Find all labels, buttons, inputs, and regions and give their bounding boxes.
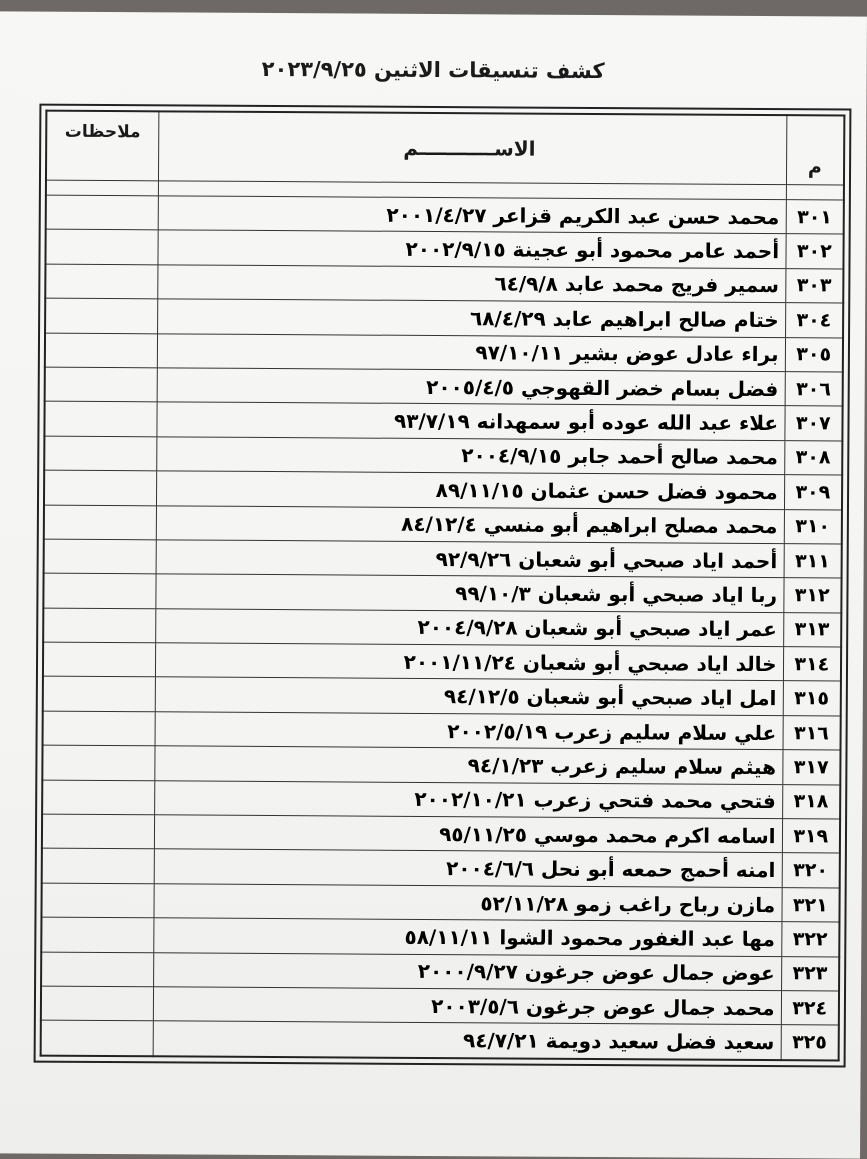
row-notes (45, 333, 158, 368)
table-row (46, 195, 844, 234)
paper-sheet (0, 11, 867, 1158)
column-header-notes: ملاحظات (46, 111, 159, 181)
row-name: محمد جمال عوض جرغون ٢٠٠٣/٥/٦ (153, 987, 781, 1025)
row-number: ٣٢٢ (781, 922, 839, 957)
row-name: علاء عبد الله عوده أبو سمهدانه ٩٣/٧/١٩ (157, 402, 785, 440)
row-name: محمود فضل حسن عثمان ٨٩/١١/١٥ (156, 471, 784, 509)
row-number: ٣٢٠ (782, 853, 840, 888)
row-number: ٣١٩ (782, 819, 840, 854)
table-row (45, 264, 843, 303)
row-notes (44, 470, 157, 505)
table-row (44, 505, 842, 544)
row-notes (46, 195, 159, 230)
row-number: ٣٠٢ (786, 234, 844, 269)
row-notes (44, 436, 157, 471)
table-row (43, 677, 841, 716)
table-row (43, 711, 841, 750)
table-frame (34, 104, 852, 1068)
row-name: سعيد فضل سعيد دويمة ٩٤/٧/٢١ (153, 1021, 781, 1060)
row-number: ٣٢٤ (781, 991, 839, 1026)
row-notes (42, 814, 155, 849)
table-row (44, 436, 842, 475)
row-name: براء عادل عوض بشير ٩٧/١٠/١١ (157, 333, 785, 371)
row-number: ٣٠٦ (785, 372, 843, 407)
row-notes (45, 298, 158, 333)
row-name: امنه أحمج حمعه أبو نحل ٢٠٠٤/٦/٦ (154, 849, 782, 887)
row-number: ٣٠٧ (784, 406, 842, 441)
row-number: ٣١٥ (783, 681, 841, 716)
table-row (41, 952, 839, 991)
table-row (42, 745, 840, 784)
row-number: ٣١٠ (784, 509, 842, 544)
row-notes (44, 505, 157, 540)
row-notes (44, 539, 157, 574)
table-row (41, 917, 839, 956)
table-row (44, 539, 842, 578)
row-name: محمد حسن عبد الكريم قزاعر ٢٠٠١/٤/٢٧ (158, 196, 786, 234)
row-name: مازن رباح راغب زمو ٥٢/١١/٢٨ (154, 884, 782, 922)
row-notes (41, 917, 154, 952)
table-row (42, 814, 840, 853)
row-number: ٣١٦ (783, 716, 841, 751)
row-name: خالد اياد صبحي أبو شعبان ٢٠٠١/١١/٢٤ (155, 643, 783, 681)
table-row (42, 849, 840, 888)
row-name: هيثم سلام سليم زعرب ٩٤/١/٢٣ (155, 746, 783, 784)
row-number: ٣٢٥ (781, 1025, 839, 1060)
row-number: ٣٠٨ (784, 440, 842, 475)
table-row (44, 401, 842, 440)
row-number: ٣١٢ (783, 578, 841, 613)
row-name: ربا اياد صبحي أبو شعبان ٩٩/١٠/٣ (156, 574, 784, 612)
row-notes (41, 883, 154, 918)
table-row (45, 333, 843, 372)
row-number: ٣٢٣ (781, 956, 839, 991)
row-name: عمر اياد صبحي أبو شعبان ٢٠٠٤/٩/٢٨ (156, 609, 784, 647)
table-row (45, 367, 843, 406)
row-name: مها عبد الغفور محمود الشوا ٥٨/١١/١١ (154, 918, 782, 956)
row-number: ٣٠٩ (784, 475, 842, 510)
row-number: ٣٠٤ (785, 303, 843, 338)
row-notes (45, 367, 158, 402)
row-number: ٣٠٣ (785, 268, 843, 303)
row-notes (41, 952, 154, 987)
row-number: ٣١٧ (782, 750, 840, 785)
row-number: ٣٠٥ (785, 337, 843, 372)
row-name: ختام صالح ابراهيم عابد ٦٨/٤/٢٩ (157, 299, 785, 337)
row-number: ٣١٤ (783, 647, 841, 682)
row-name: امل اياد صبحي أبو شعبان ٩٤/١٢/٥ (155, 677, 783, 715)
table-row (43, 642, 841, 681)
row-notes (45, 230, 158, 265)
row-number: ٣٢١ (782, 887, 840, 922)
row-name: سمير فريج محمد عابد ٦٤/٩/٨ (158, 265, 786, 303)
row-notes (42, 849, 155, 884)
table-row (41, 1020, 839, 1060)
row-notes (45, 264, 158, 299)
header-row (46, 111, 844, 185)
row-name: أحمد عامر محمود أبو عجينة ٢٠٠٢/٩/١٥ (158, 230, 786, 268)
row-number: ٣١٨ (782, 784, 840, 819)
row-number: ٣٠١ (786, 200, 844, 235)
row-name: فتحي محمد فتحي زعرب ٢٠٠٢/١٠/٢١ (154, 780, 782, 818)
row-notes (43, 677, 156, 712)
table-row (41, 986, 839, 1025)
table-row (43, 608, 841, 647)
row-name: محمد صالح أحمد جابر ٢٠٠٤/٩/١٥ (157, 437, 785, 475)
row-name: محمد مصلح ابراهيم أبو منسي ٨٤/١٢/٤ (156, 505, 784, 543)
row-name: فضل بسام خضر القهوجي ٢٠٠٥/٤/٥ (157, 368, 785, 406)
table-row (43, 573, 841, 612)
row-number: ٣١١ (784, 544, 842, 579)
table-row (41, 883, 839, 922)
table-row (42, 780, 840, 819)
names-table (40, 110, 846, 1062)
page-title: كشف تنسيقات الاثنين ٢٠٢٣/٩/٢٥ (261, 56, 605, 84)
table-row (44, 470, 842, 509)
row-notes (42, 780, 155, 815)
row-notes (43, 608, 156, 643)
row-notes (41, 1020, 154, 1056)
row-number: ٣١٣ (783, 612, 841, 647)
row-name: علي سلام سليم زعرب ٢٠٠٢/٥/١٩ (155, 712, 783, 750)
row-notes (43, 573, 156, 608)
table-row (45, 298, 843, 337)
row-notes (43, 711, 156, 746)
row-notes (42, 745, 155, 780)
column-header-number: م (786, 115, 844, 185)
column-header-name: الاســـــــــــم (158, 111, 786, 184)
table-row (45, 230, 843, 269)
row-name: اسامه اكرم محمد موسي ٩٥/١١/٢٥ (154, 815, 782, 853)
row-notes (44, 401, 157, 436)
row-name: أحمد اياد صبحي أبو شعبان ٩٢/٩/٢٦ (156, 540, 784, 578)
row-notes (43, 642, 156, 677)
row-name: عوض جمال عوض جرغون ٢٠٠٠/٩/٢٧ (153, 952, 781, 990)
row-notes (41, 986, 154, 1021)
